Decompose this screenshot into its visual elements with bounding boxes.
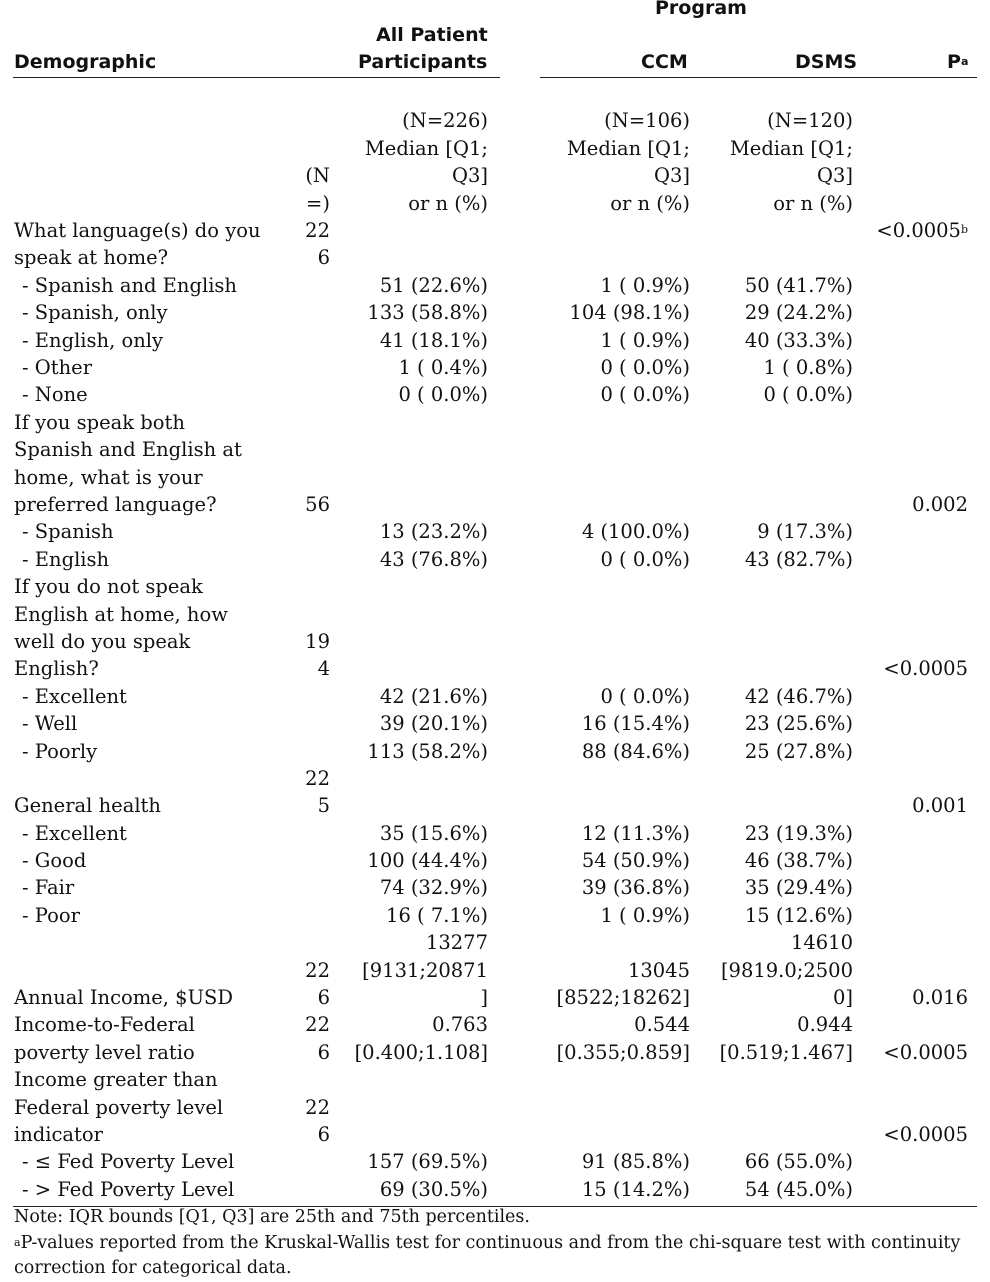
all-participants-cell (340, 1176, 488, 1203)
n-cell (296, 162, 330, 217)
n-cell-line: 22 (305, 1013, 330, 1037)
demographic-cell-line: - Excellent (22, 821, 127, 845)
all-participants-cell (340, 902, 488, 929)
demographic-cell-line: - English (22, 547, 110, 571)
demographic-cell (22, 1148, 302, 1175)
table-body (0, 80, 990, 1203)
ccm-cell-line: 0 ( 0.0%) (600, 547, 690, 571)
all-participants-cell-line: 0.763 (432, 1013, 488, 1037)
n-cell-line: =) (306, 191, 330, 215)
dsms-cell-line: (N=120) (767, 109, 853, 133)
dsms-cell (700, 874, 853, 901)
dsms-cell-line: 50 (41.7%) (744, 273, 853, 297)
dsms-cell-line: 14610 (790, 931, 853, 955)
n-cell (296, 217, 330, 272)
all-participants-cell (340, 272, 488, 299)
demographic-cell (14, 409, 294, 519)
all-participants-header-line2: Participants (358, 51, 488, 73)
dsms-cell-line: 25 (27.8%) (744, 739, 853, 763)
ccm-cell-line: or n (%) (610, 191, 690, 215)
dsms-cell-line: [0.519;1.467] (719, 1040, 853, 1064)
demographic-cell (22, 683, 302, 710)
dsms-cell-line: 40 (33.3%) (744, 328, 853, 352)
all-participants-cell-line: 16 ( 7.1%) (386, 903, 488, 927)
ccm-cell-line: 88 (84.6%) (581, 739, 690, 763)
p-value-cell-line: 0.002 (912, 492, 968, 516)
all-participants-cell-line: 133 (58.8%) (367, 301, 488, 325)
dsms-cell (700, 902, 853, 929)
demographic-cell-line: - Well (22, 712, 78, 736)
demographic-cell (22, 299, 302, 326)
table-row (0, 272, 990, 299)
table-row (0, 518, 990, 545)
dsms-cell-line: Q3] (816, 164, 853, 188)
dsms-cell-line: 0 ( 0.0%) (763, 383, 853, 407)
all-participants-cell (340, 820, 488, 847)
ccm-cell (540, 354, 690, 381)
demographic-cell (22, 272, 302, 299)
ccm-cell (540, 272, 690, 299)
all-participants-cell-line: [9131;20871 (362, 958, 488, 982)
ccm-cell-line: 54 (50.9%) (581, 849, 690, 873)
table-row (0, 546, 990, 573)
dsms-cell-line: 9 (17.3%) (757, 520, 853, 544)
table-row (0, 1176, 990, 1203)
p-value-cell-line: <0.0005 (883, 657, 968, 681)
dsms-cell-line: 29 (24.2%) (744, 301, 853, 325)
ccm-cell-line: 15 (14.2%) (581, 1177, 690, 1201)
demographic-cell-line: well do you speak (14, 629, 191, 653)
demographic-cell-line: Spanish and English at (14, 438, 242, 462)
dsms-cell-line: 0.944 (797, 1013, 853, 1037)
table-row (0, 327, 990, 354)
all-participants-cell (340, 683, 488, 710)
p-value-cell (860, 1121, 968, 1148)
demographic-cell (14, 573, 294, 683)
all-participants-cell (340, 710, 488, 737)
n-cell-line: 22 (305, 219, 330, 242)
all-participants-cell (340, 874, 488, 901)
all-participants-cell-line: 1 ( 0.4%) (398, 355, 488, 379)
dsms-cell (700, 929, 853, 1011)
dsms-cell-line: 66 (55.0%) (744, 1150, 853, 1174)
all-participants-cell (340, 518, 488, 545)
all-participants-cell-line: (N=226) (402, 109, 488, 133)
demographic-cell (22, 518, 302, 545)
dsms-cell (700, 107, 853, 217)
ccm-cell-line: 1 ( 0.9%) (600, 273, 690, 297)
ccm-cell-line: 91 (85.8%) (581, 1150, 690, 1174)
all-participants-cell-line: 74 (32.9%) (379, 876, 488, 900)
demographic-cell-line: - ≤ Fed Poverty Level (22, 1150, 235, 1174)
ccm-cell-line: 4 (100.0%) (581, 520, 690, 544)
n-cell-line: 6 (317, 246, 330, 270)
demographic-cell-line: English? (14, 657, 99, 681)
demographic-cell-line: - > Fed Poverty Level (22, 1177, 235, 1201)
note-pvalues: $^a$P-values reported from the Kruskal-Wallis test for continuous and from the chi-square test with continuity correction for categorical data. (14, 1232, 961, 1278)
n-cell-line: 6 (317, 1123, 330, 1147)
n-cell-line: 5 (317, 794, 330, 818)
dsms-cell (700, 1011, 853, 1066)
demographic-cell-line: - Fair (22, 876, 75, 900)
ccm-cell (540, 710, 690, 737)
demographic-cell (22, 820, 302, 847)
all-participants-cell (340, 299, 488, 326)
all-participants-cell-line: [0.400;1.108] (354, 1040, 488, 1064)
p-value-cell (860, 655, 968, 682)
demographic-cell-line: preferred language? (14, 492, 217, 516)
table-row (0, 409, 990, 519)
demographic-cell (22, 546, 302, 573)
dsms-cell (700, 272, 853, 299)
demographic-cell (22, 738, 302, 765)
dsms-cell-line: Median [Q1; (729, 136, 853, 160)
ccm-cell-line: 12 (11.3%) (581, 821, 690, 845)
table-row (0, 820, 990, 847)
ccm-cell-line: Q3] (653, 164, 690, 188)
dsms-cell (700, 683, 853, 710)
dsms-cell-line: 35 (29.4%) (744, 876, 853, 900)
ccm-cell (540, 683, 690, 710)
demographic-cell (14, 1011, 294, 1066)
table-row (0, 847, 990, 874)
p-value-cell (860, 1039, 968, 1066)
demographic-cell-line: indicator (14, 1123, 103, 1147)
all-participants-cell-line: 69 (30.5%) (379, 1177, 488, 1201)
table-row (0, 710, 990, 737)
dsms-cell (700, 820, 853, 847)
all-participants-cell-line: or n (%) (408, 191, 488, 215)
ccm-cell-line: Median [Q1; (566, 136, 690, 160)
demographic-cell (22, 847, 302, 874)
demographic-cell (22, 327, 302, 354)
demographic-cell (22, 381, 302, 408)
demographic-cell (22, 1176, 302, 1203)
dsms-cell-line: 46 (38.7%) (744, 849, 853, 873)
header-rule-left (13, 77, 500, 78)
p-value-superscript: b (960, 223, 968, 236)
all-participants-cell-line: 39 (20.1%) (379, 712, 488, 736)
dsms-cell-line: 23 (25.6%) (744, 712, 853, 736)
all-participants-cell-line: 157 (69.5%) (367, 1150, 488, 1174)
p-value-cell-line: 0.001 (912, 794, 968, 818)
ccm-cell (540, 820, 690, 847)
demographic-cell (14, 1066, 294, 1148)
dsms-cell (700, 1176, 853, 1203)
n-cell-line: 6 (317, 986, 330, 1010)
ccm-cell-line: 1 ( 0.9%) (600, 328, 690, 352)
dsms-cell-line: 43 (82.7%) (744, 547, 853, 571)
table-row (0, 1148, 990, 1175)
table-row (0, 381, 990, 408)
ccm-cell-line: 1 ( 0.9%) (600, 903, 690, 927)
n-cell-line: 56 (305, 492, 330, 516)
table-row (0, 1066, 990, 1148)
p-value-cell (860, 984, 968, 1011)
n-cell (296, 765, 330, 820)
demographic-cell-line: If you speak both (14, 410, 185, 434)
p-value-cell-line: <0.0005 (883, 1123, 968, 1147)
dsms-header: DSMS (795, 51, 858, 73)
n-cell (296, 1011, 330, 1066)
ccm-cell (540, 902, 690, 929)
demographic-cell (14, 984, 294, 1011)
ccm-cell-line: 104 (98.1%) (569, 301, 690, 325)
demographic-header: Demographic (14, 51, 157, 73)
dsms-cell-line: 0] (832, 986, 853, 1010)
ccm-cell-line: 16 (15.4%) (581, 712, 690, 736)
p-value-cell (860, 217, 968, 244)
demographic-cell-line: Income-to-Federal (14, 1013, 195, 1037)
dsms-cell (700, 546, 853, 573)
all-participants-cell-line: 42 (21.6%) (379, 684, 488, 708)
all-participants-cell-line: 51 (22.6%) (379, 273, 488, 297)
all-participants-cell (340, 1148, 488, 1175)
p-value-cell-line: <0.0005 (883, 1040, 968, 1064)
ccm-cell (540, 107, 690, 217)
p-value-cell-line: <0.0005$^b$ (876, 219, 968, 242)
table-row (0, 683, 990, 710)
table-notes (14, 1205, 989, 1282)
dsms-cell (700, 738, 853, 765)
all-participants-cell (340, 738, 488, 765)
n-cell (296, 491, 330, 518)
demographic-cell (22, 710, 302, 737)
dsms-cell-line: 54 (45.0%) (744, 1177, 853, 1201)
demographic-cell-line: Federal poverty level (14, 1095, 224, 1119)
table-row (0, 573, 990, 683)
table-row (0, 80, 990, 217)
ccm-cell-line: [0.355;0.859] (556, 1040, 690, 1064)
all-participants-cell (340, 546, 488, 573)
header-rule-right (540, 77, 977, 78)
demographic-cell-line: - Spanish, only (22, 301, 168, 325)
table-row (0, 217, 990, 272)
all-participants-cell-line: 41 (18.1%) (379, 328, 488, 352)
all-participants-cell (340, 354, 488, 381)
all-participants-cell-line: 0 ( 0.0%) (398, 383, 488, 407)
dsms-cell-line: 1 ( 0.8%) (763, 355, 853, 379)
demographic-cell (22, 354, 302, 381)
all-participants-cell (340, 381, 488, 408)
demographic-cell (22, 874, 302, 901)
demographic-cell-line: - Spanish (22, 520, 114, 544)
all-participants-cell-line: 100 (44.4%) (367, 849, 488, 873)
dsms-cell (700, 847, 853, 874)
demographic-cell (14, 792, 294, 819)
demographic-cell-line: - Good (22, 849, 87, 873)
ccm-cell-line: 0 ( 0.0%) (600, 355, 690, 379)
all-participants-cell-line: 35 (15.6%) (379, 821, 488, 845)
ccm-cell-line: 39 (36.8%) (581, 876, 690, 900)
demographic-cell-line: - Poor (22, 903, 80, 927)
ccm-cell-line: 0 ( 0.0%) (600, 684, 690, 708)
demographic-cell-line: English at home, how (14, 602, 228, 626)
ccm-cell (540, 1176, 690, 1203)
demographic-cell-line: What language(s) do you (14, 219, 261, 242)
all-participants-cell (340, 929, 488, 1011)
table-row (0, 929, 990, 1011)
demographic-cell (22, 902, 302, 929)
demographic-cell-line: speak at home? (14, 246, 169, 270)
all-participants-cell-line: Median [Q1; (364, 136, 488, 160)
demographic-cell-line: home, what is your (14, 465, 203, 489)
demographic-cell-line: - Poorly (22, 739, 98, 763)
table-row (0, 738, 990, 765)
all-participants-cell-line: Q3] (451, 164, 488, 188)
demographic-cell-line: General health (14, 794, 161, 818)
ccm-cell (540, 738, 690, 765)
demographic-cell-line: - None (22, 383, 88, 407)
n-cell (296, 628, 330, 683)
all-participants-cell-line: 13 (23.2%) (379, 520, 488, 544)
demographic-cell-line: - English, only (22, 328, 164, 352)
demographic-cell-line: - Other (22, 355, 93, 379)
table-row (0, 765, 990, 820)
ccm-cell (540, 847, 690, 874)
demographic-cell-line: Income greater than (14, 1068, 218, 1092)
ccm-cell-line: (N=106) (604, 109, 690, 133)
dsms-cell (700, 354, 853, 381)
dsms-cell (700, 381, 853, 408)
n-cell-line: 22 (305, 1095, 330, 1119)
dsms-cell (700, 1148, 853, 1175)
program-header: Program (655, 0, 747, 19)
all-participants-cell-line: 43 (76.8%) (379, 547, 488, 571)
table-row (0, 1011, 990, 1066)
dsms-cell-line: [9819.0;2500 (720, 958, 853, 982)
n-cell-line: 19 (305, 629, 330, 653)
ccm-cell (540, 327, 690, 354)
n-cell-line: 6 (317, 1040, 330, 1064)
dsms-cell-line: 23 (19.3%) (744, 821, 853, 845)
n-cell-line: 22 (305, 958, 330, 982)
demographic-cell (14, 217, 294, 272)
demographic-cell-line: Annual Income, $USD (14, 986, 234, 1010)
n-cell-line: 22 (305, 766, 330, 790)
table-row (0, 354, 990, 381)
dsms-cell-line: 15 (12.6%) (744, 903, 853, 927)
p-value-header: $P^a$ (947, 51, 969, 73)
demographic-cell-line: - Spanish and English (22, 273, 237, 297)
p-value-cell (860, 491, 968, 518)
dsms-cell (700, 327, 853, 354)
n-cell (296, 957, 330, 1012)
n-cell (296, 1094, 330, 1149)
p-value-header-superscript: a (960, 55, 969, 68)
note-pvalues-superscript: a (14, 1235, 21, 1249)
table-row (0, 874, 990, 901)
ccm-cell (540, 518, 690, 545)
all-participants-cell-line: 13277 (425, 931, 488, 955)
dsms-cell-line: 42 (46.7%) (744, 684, 853, 708)
ccm-cell-line: 0 ( 0.0%) (600, 383, 690, 407)
all-participants-cell (340, 847, 488, 874)
ccm-cell (540, 381, 690, 408)
ccm-cell (540, 874, 690, 901)
p-value-cell-line: 0.016 (912, 986, 968, 1010)
table-row (0, 299, 990, 326)
ccm-cell (540, 1011, 690, 1066)
p-value-cell (860, 792, 968, 819)
all-participants-cell-line: 113 (58.2%) (367, 739, 488, 763)
demographic-cell-line: - Excellent (22, 684, 127, 708)
ccm-cell (540, 299, 690, 326)
dsms-cell (700, 710, 853, 737)
ccm-cell-line: 0.544 (634, 1013, 690, 1037)
all-participants-cell (340, 107, 488, 217)
table-row (0, 902, 990, 929)
dsms-cell (700, 518, 853, 545)
all-participants-cell (340, 327, 488, 354)
all-participants-cell (340, 1011, 488, 1066)
ccm-cell-line: [8522;18262] (556, 986, 690, 1010)
ccm-cell (540, 546, 690, 573)
ccm-header: CCM (641, 51, 688, 73)
ccm-cell (540, 957, 690, 1012)
note-iqr: Note: IQR bounds [Q1, Q3] are 25th and 75th percentiles. (14, 1207, 530, 1227)
demographic-cell-line: If you do not speak (14, 575, 203, 599)
ccm-cell (540, 1148, 690, 1175)
dsms-cell (700, 299, 853, 326)
n-cell-line: 4 (317, 657, 330, 681)
n-cell-line: (N (305, 164, 330, 188)
ccm-cell-line: 13045 (627, 958, 690, 982)
dsms-cell-line: or n (%) (773, 191, 853, 215)
all-participants-header-line1: All Patient (376, 24, 488, 46)
demographic-cell-line: poverty level ratio (14, 1040, 195, 1064)
all-participants-cell-line: ] (480, 986, 488, 1010)
